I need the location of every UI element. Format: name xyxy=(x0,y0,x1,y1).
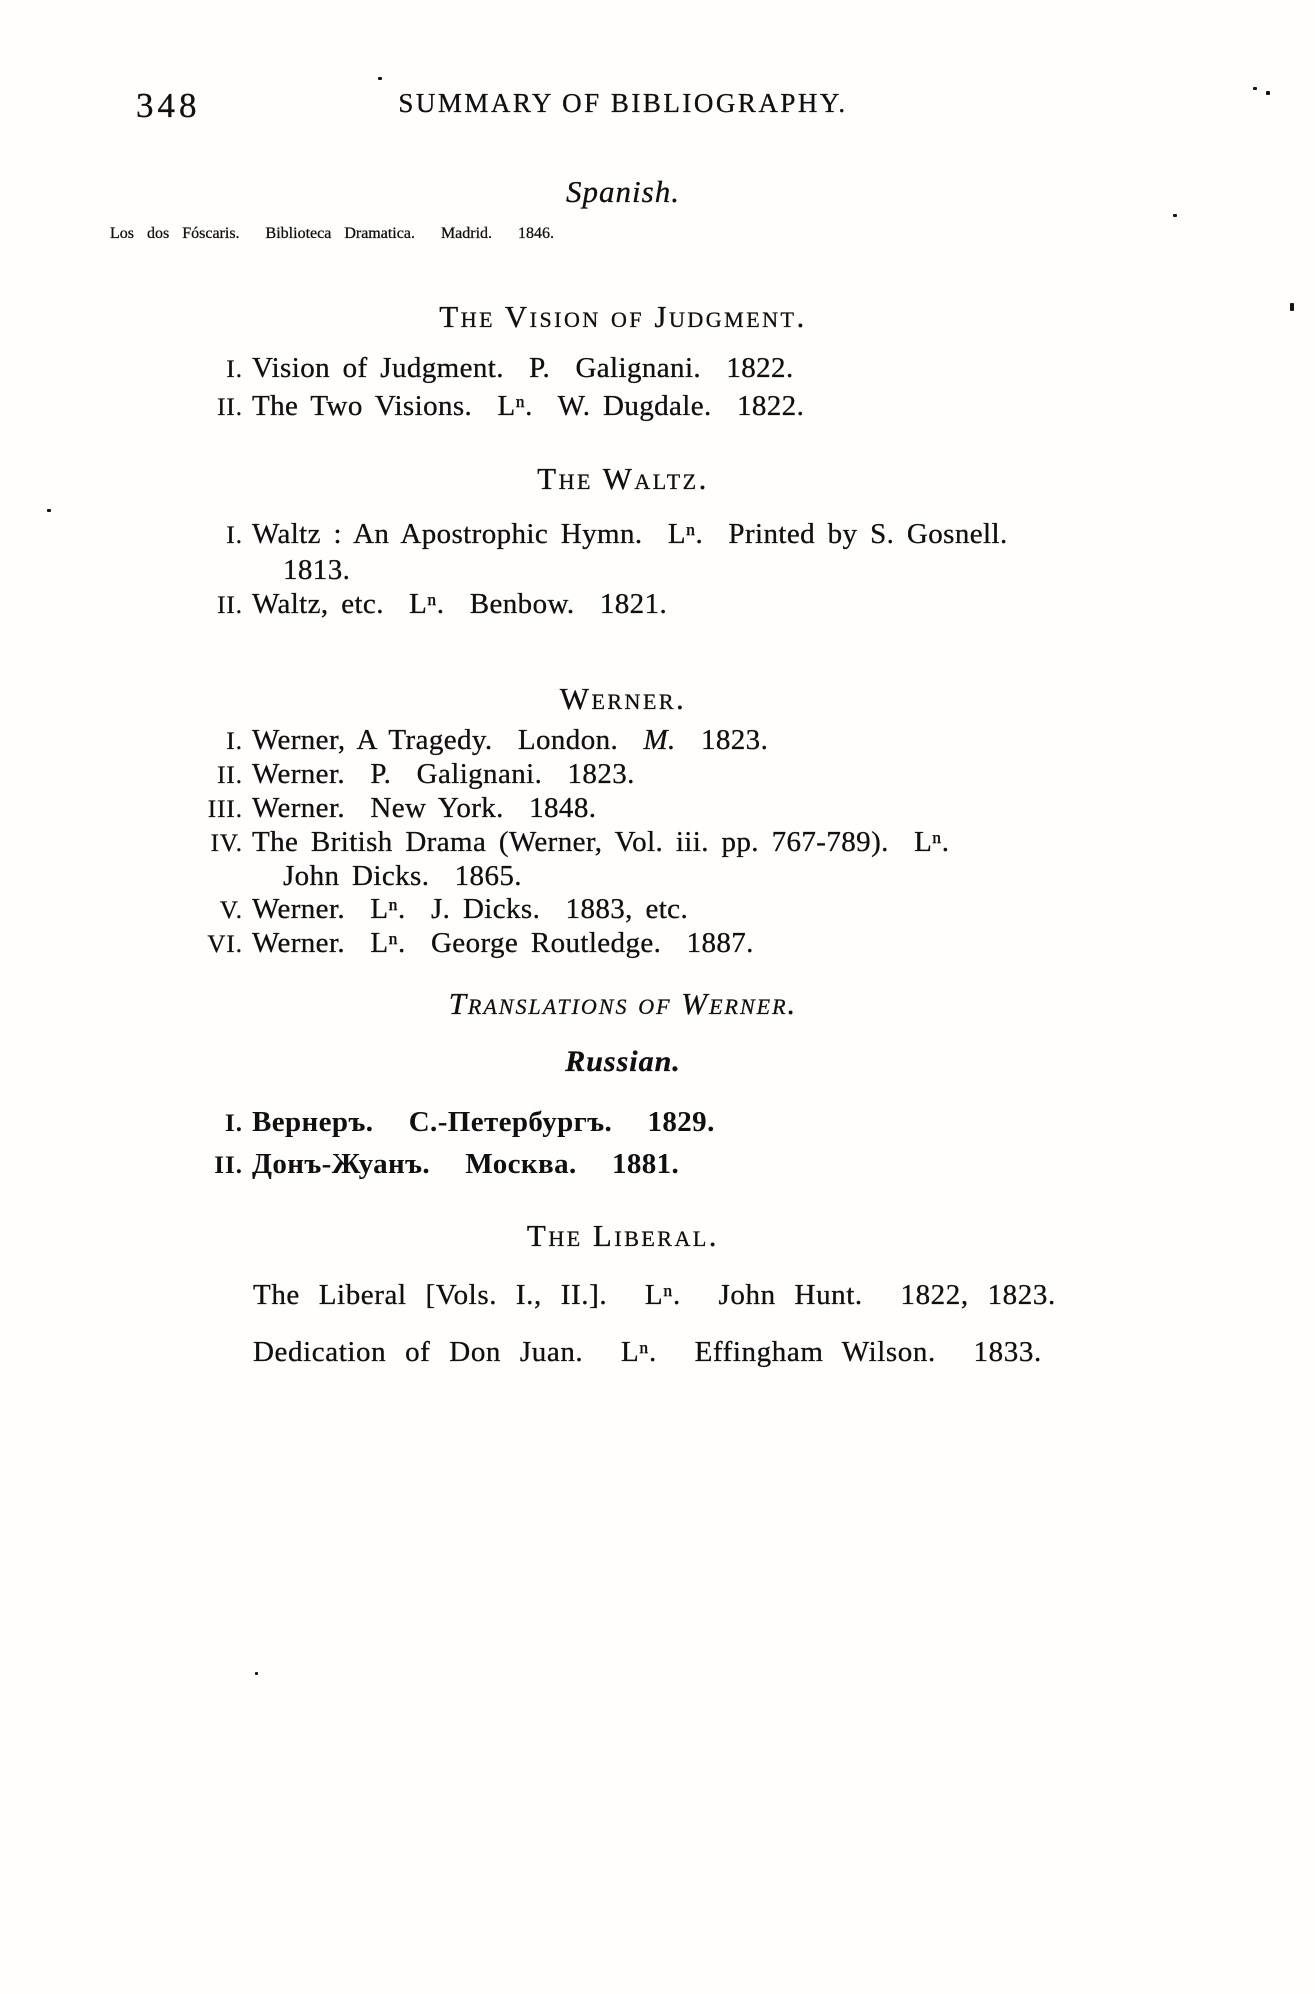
entry-text: Werner. New York. 1848. xyxy=(252,792,597,824)
bibliography-entry xyxy=(150,517,1246,553)
section-heading-spanish: Spanish. xyxy=(566,174,680,209)
entry-numeral: II. xyxy=(214,1152,243,1179)
section-the-waltz xyxy=(0,459,1246,623)
scan-speck xyxy=(1253,87,1257,90)
bibliography-entry xyxy=(150,587,1246,623)
section-heading-werner: Werner. xyxy=(559,681,687,716)
entry-text: Werner. Lⁿ. George Routledge. 1887. xyxy=(252,927,754,959)
entry-text: Vision of Judgment. P. Galignani. 1822. xyxy=(252,352,794,384)
entry-list xyxy=(150,1102,1246,1186)
entry-numeral: II. xyxy=(217,394,243,421)
entry-text xyxy=(252,724,768,757)
entry-text-publisher-mark: M. xyxy=(643,724,676,756)
bibliography-entry xyxy=(150,724,1246,758)
bibliography-entry: Los dos Fóscaris. Biblioteca Dramatica. Madrid. 1846. xyxy=(110,225,555,242)
section-heading-the-liberal: The Liberal. xyxy=(526,1218,720,1253)
bibliography-entry xyxy=(150,927,1246,961)
entry-numeral: VI. xyxy=(207,931,243,958)
entry-carryover-line: John Dicks. 1865. xyxy=(283,860,522,892)
bibliography-entry: Dedication of Don Juan. Lⁿ. Effingham Wilson. 1833. xyxy=(253,1336,1042,1368)
bibliography-entry xyxy=(150,758,1246,792)
running-header: SUMMARY OF BIBLIOGRAPHY. xyxy=(398,88,848,118)
entry-text-part: 1823. xyxy=(675,724,769,756)
section-vision-of-judgment xyxy=(0,297,1246,426)
bibliography-entry xyxy=(150,388,1246,426)
entry-carryover-line: 1813. xyxy=(283,554,351,586)
entry-text: The British Drama (Werner, Vol. iii. pp. 767-789). Lⁿ. xyxy=(252,826,950,858)
entry-numeral: I. xyxy=(226,356,243,383)
bibliography-entry: The Liberal [Vols. I., II.]. Lⁿ. John Hunt. 1822, 1823. xyxy=(253,1279,1056,1311)
section-heading-translations-of-werner: Translations of Werner. xyxy=(448,986,798,1021)
section-translations-of-werner xyxy=(0,984,1246,1186)
section-heading-the-waltz: The Waltz. xyxy=(537,461,709,496)
entry-numeral: I. xyxy=(226,728,243,755)
bibliography-entry xyxy=(150,792,1246,826)
scan-speck xyxy=(1290,303,1294,311)
section-spanish xyxy=(0,172,1246,251)
scan-speck xyxy=(255,1672,258,1675)
entry-text: Waltz : An Apostrophic Hymn. Lⁿ. Printed by S. Gosnell. xyxy=(252,518,1008,550)
bibliography-entry xyxy=(150,1144,1246,1186)
bibliography-entry xyxy=(150,826,1246,860)
entry-numeral: I. xyxy=(225,1110,243,1137)
scan-speck xyxy=(378,77,382,80)
entry-list xyxy=(150,1278,1246,1369)
entry-numeral: I. xyxy=(226,522,243,549)
entry-numeral: V. xyxy=(219,897,243,924)
page-header xyxy=(0,84,1246,128)
scan-speck xyxy=(1266,91,1270,95)
bibliography-entry xyxy=(150,893,1246,927)
section-heading-vision-of-judgment: The Vision of Judgment. xyxy=(439,299,807,334)
entry-list xyxy=(150,724,1246,961)
section-werner xyxy=(0,679,1246,961)
entry-numeral: II. xyxy=(217,592,243,619)
entry-list xyxy=(150,350,1246,426)
entry-numeral: IV. xyxy=(210,830,243,857)
subsection-heading-russian: Russian. xyxy=(565,1045,681,1078)
entry-numeral: II. xyxy=(217,762,243,789)
entry-text: Вернеръ. С.-Петербургъ. 1829. xyxy=(252,1106,715,1138)
page-number: 348 xyxy=(136,86,201,125)
entry-text: Waltz, etc. Lⁿ. Benbow. 1821. xyxy=(252,588,668,620)
bibliography-entry xyxy=(150,350,1246,388)
entry-text: The Two Visions. Lⁿ. W. Dugdale. 1822. xyxy=(252,390,805,422)
entry-text: Донъ-Жуанъ. Москва. 1881. xyxy=(252,1148,680,1180)
entry-numeral: III. xyxy=(207,796,243,823)
entry-text-part: Werner, A Tragedy. London. xyxy=(252,724,644,756)
entry-text: Werner. P. Galignani. 1823. xyxy=(252,758,635,790)
section-the-liberal xyxy=(0,1216,1246,1369)
entry-text: Werner. Lⁿ. J. Dicks. 1883, etc. xyxy=(252,893,689,925)
bibliography-entry xyxy=(150,1102,1246,1144)
entry-list xyxy=(150,517,1246,623)
